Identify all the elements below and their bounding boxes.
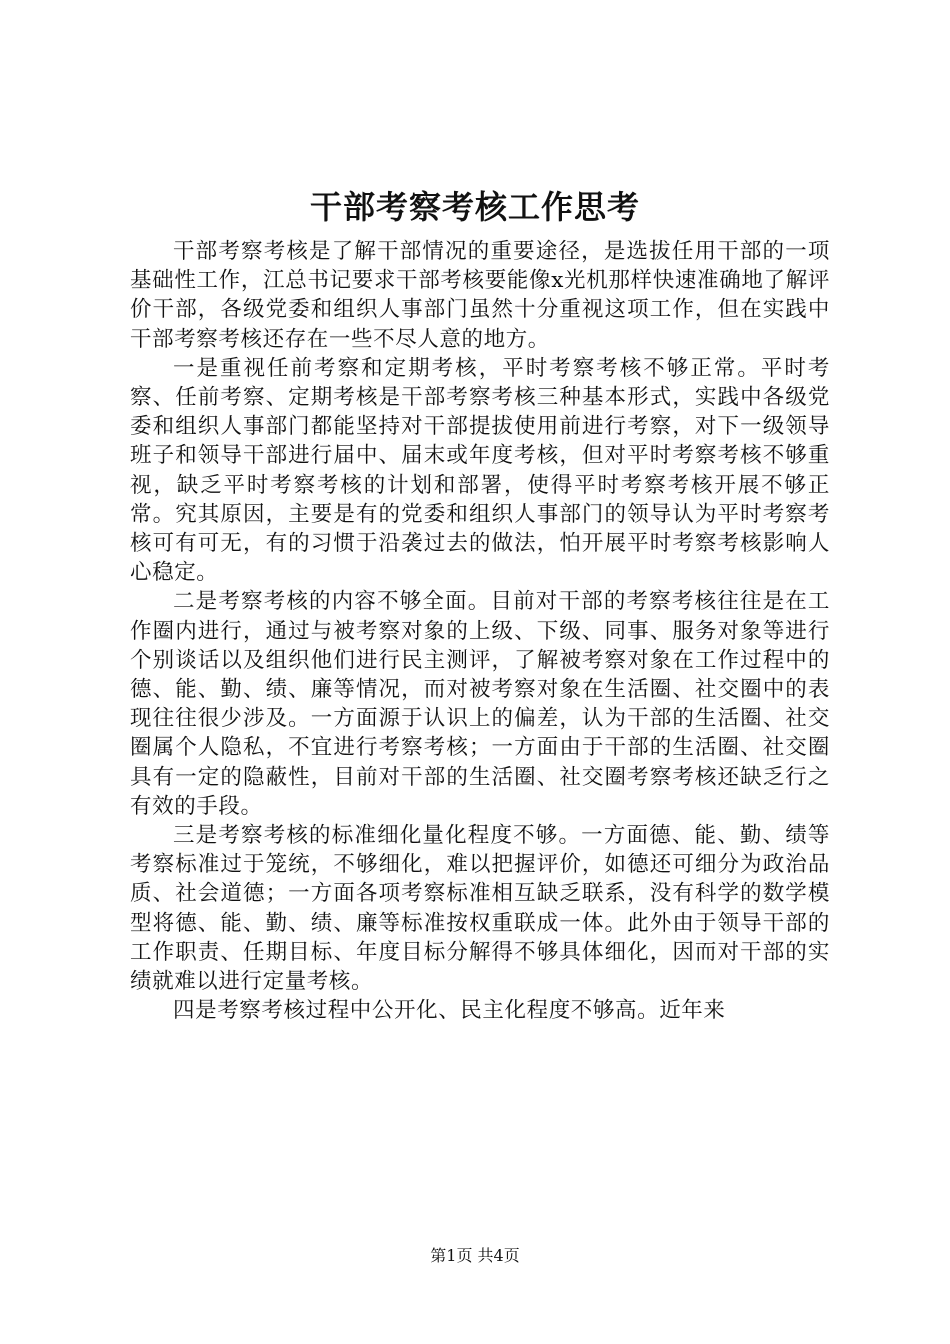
paragraph-point-1: 一是重视任前考察和定期考核，平时考察考核不够正常。平时考察、任前考察、定期考核是干部考察考核三种基本形式，实践中各级党委和组织人事部门都能坚持对干部提拔使用前进行考察，对下一级领导班子和领导干部进行届中、届末或年度考核，但对平时考察考核不够重视，缺乏平时考察考核的计划和部署，使得平时考察考核开展不够正常。究其原因，主要是有的党委和组织人事部门的领导认为平时考察考核可有可无，有的习惯于沿袭过去的做法，怕开展平时考察考核影响人心稳定。 xyxy=(130,355,830,586)
document-body xyxy=(130,237,830,1025)
document-title: 干部考察考核工作思考 xyxy=(309,188,640,226)
paragraph-point-2: 二是考察考核的内容不够全面。目前对干部的考察考核往往是在工作圈内进行，通过与被考察对象的上级、下级、同事、服务对象等进行个别谈话以及组织他们进行民主测评，了解被考察对象在工作过程中的德、能、勤、绩、廉等情况，而对被考察对象在生活圈、社交圈中的表现往往很少涉及。一方面源于认识上的偏差，认为干部的生活圈、社交圈属个人隐私，不宜进行考察考核；一方面由于干部的生活圈、社交圈具有一定的隐蔽性，目前对干部的生活圈、社交圈考察考核还缺乏行之有效的手段。 xyxy=(130,589,830,819)
paragraph-point-4: 四是考察考核过程中公开化、民主化程度不够高。近年来 xyxy=(173,998,726,1024)
paragraph-intro: 干部考察考核是了解干部情况的重要途径，是选拔任用干部的一项基础性工作，江总书记要求干部考核要能像x光机那样快速准确地了解评价干部，各级党委和组织人事部门虽然十分重视这项工作，但在实践中干部考察考核还存在一些不尽人意的地方。 xyxy=(130,239,830,352)
paragraph-point-3: 三是考察考核的标准细化量化程度不够。一方面德、能、勤、绩等考察标准过于笼统，不够细化，难以把握评价，如德还可细分为政治品质、社会道德；一方面各项考察标准相互缺乏联系，没有科学的数学模型将德、能、勤、绩、廉等标准按权重联成一体。此外由于领导干部的工作职责、任期目标、年度目标分解得不够具体细化，因而对干部的实绩就难以进行定量考核。 xyxy=(130,823,830,995)
page-footer: 第1页 共4页 xyxy=(430,1246,520,1265)
